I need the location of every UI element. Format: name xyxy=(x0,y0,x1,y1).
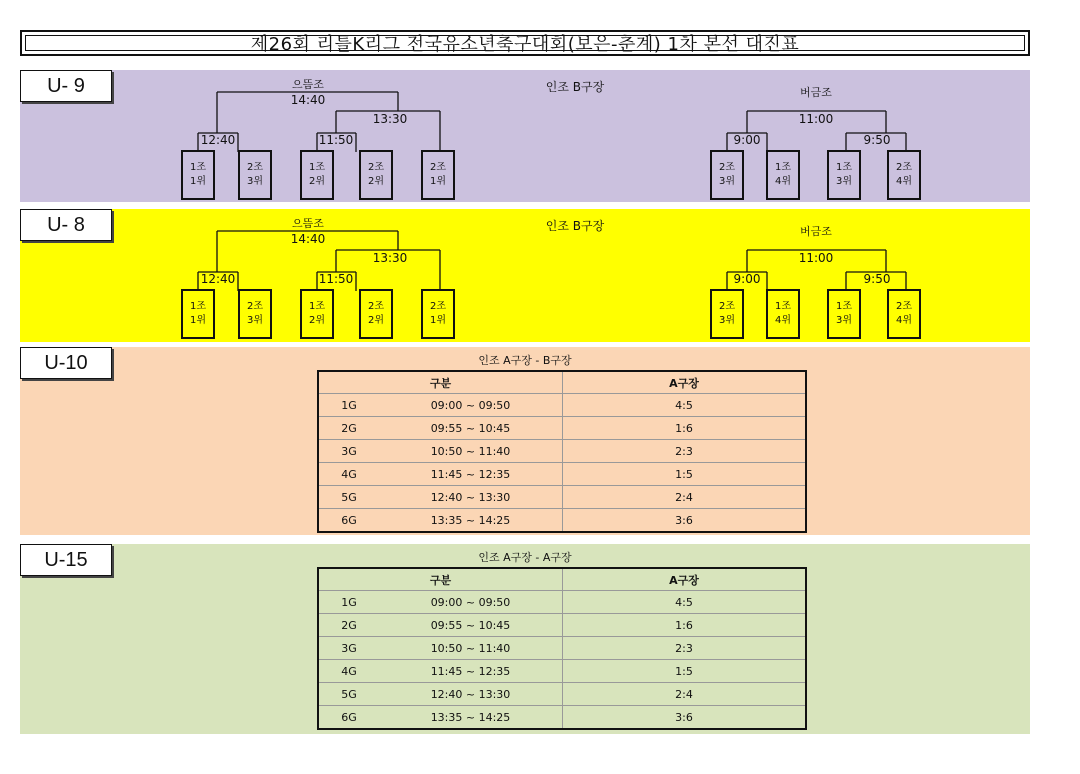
team-rank: 3위 xyxy=(246,176,264,187)
game-matchup: 2:4 xyxy=(562,683,805,705)
left-final-time: 14:40 xyxy=(290,93,326,107)
game-time: 11:45 ~ 12:35 xyxy=(430,467,511,481)
team-rank: 3위 xyxy=(246,315,264,326)
header-division: 구분 xyxy=(429,376,452,390)
team-group: 2조 xyxy=(367,162,385,173)
team-rank: 3위 xyxy=(718,176,736,187)
team-box xyxy=(238,150,272,200)
left-group-name: 으뜸조 xyxy=(292,217,324,230)
game-matchup: 3:6 xyxy=(562,706,805,728)
team-rank: 2위 xyxy=(308,315,326,326)
u10-section xyxy=(20,347,1030,535)
team-group: 1조 xyxy=(308,162,326,173)
game-time: 09:00 ~ 09:50 xyxy=(430,595,511,609)
game-number: 4G xyxy=(341,467,357,481)
team-rank: 2위 xyxy=(367,315,385,326)
team-box xyxy=(421,289,455,339)
team-box xyxy=(710,150,744,200)
game-matchup: 2:4 xyxy=(562,486,805,508)
team-box xyxy=(887,289,921,339)
team-rank: 1위 xyxy=(189,315,207,326)
game-number: 6G xyxy=(341,710,357,724)
team-box xyxy=(887,150,921,200)
game-number: 5G xyxy=(341,687,357,701)
right-group-name: 버금조 xyxy=(800,225,832,238)
team-group: 2조 xyxy=(367,301,385,312)
game-matchup: 3:6 xyxy=(562,509,805,531)
table-row xyxy=(319,463,805,486)
game-number: 5G xyxy=(341,490,357,504)
left-round1a-time: 12:40 xyxy=(200,133,236,147)
game-matchup: 1:5 xyxy=(562,660,805,682)
header-division: 구분 xyxy=(429,573,452,587)
left-final-time: 14:40 xyxy=(290,232,326,246)
u10-age-label: U-10 xyxy=(20,347,112,379)
team-box xyxy=(359,289,393,339)
game-time: 12:40 ~ 13:30 xyxy=(430,490,511,504)
u10-table-title: 인조 A구장 - B구장 xyxy=(478,354,572,367)
team-rank: 2위 xyxy=(367,176,385,187)
table-row xyxy=(319,637,805,660)
page-title xyxy=(20,30,1030,56)
team-group: 2조 xyxy=(246,162,264,173)
table-row xyxy=(319,440,805,463)
table-row xyxy=(319,486,805,509)
game-time: 09:55 ~ 10:45 xyxy=(430,421,511,435)
left-semi-time: 13:30 xyxy=(372,251,408,265)
game-time: 12:40 ~ 13:30 xyxy=(430,687,511,701)
game-matchup: 2:3 xyxy=(562,440,805,462)
team-rank: 4위 xyxy=(895,176,913,187)
team-box xyxy=(181,289,215,339)
game-number: 1G xyxy=(341,595,357,609)
left-round1b-time: 11:50 xyxy=(318,272,354,286)
team-box xyxy=(300,289,334,339)
right-round1b-time: 9:50 xyxy=(863,272,891,286)
table-row xyxy=(319,417,805,440)
game-time: 09:00 ~ 09:50 xyxy=(430,398,511,412)
u10-schedule-table xyxy=(317,370,807,533)
u9-age-label: U- 9 xyxy=(20,70,112,102)
game-matchup: 2:3 xyxy=(562,637,805,659)
table-header-row xyxy=(319,372,805,394)
u15-schedule-table xyxy=(317,567,807,730)
left-semi-time: 13:30 xyxy=(372,112,408,126)
game-number: 6G xyxy=(341,513,357,527)
u15-age-label: U-15 xyxy=(20,544,112,576)
table-row xyxy=(319,706,805,728)
venue-label: 인조 B구장 xyxy=(545,80,605,94)
game-matchup: 1:6 xyxy=(562,614,805,636)
team-group: 2조 xyxy=(429,162,447,173)
table-row xyxy=(319,591,805,614)
team-group: 2조 xyxy=(895,162,913,173)
table-row xyxy=(319,614,805,637)
game-number: 2G xyxy=(341,618,357,632)
game-matchup: 1:6 xyxy=(562,417,805,439)
team-group: 1조 xyxy=(189,162,207,173)
game-time: 11:45 ~ 12:35 xyxy=(430,664,511,678)
team-rank: 1위 xyxy=(429,315,447,326)
left-round1b-time: 11:50 xyxy=(318,133,354,147)
game-time: 13:35 ~ 14:25 xyxy=(430,513,511,527)
game-number: 2G xyxy=(341,421,357,435)
right-final-time: 11:00 xyxy=(798,251,834,265)
game-time: 10:50 ~ 11:40 xyxy=(430,444,511,458)
team-rank: 3위 xyxy=(835,176,853,187)
u15-table-title: 인조 A구장 - A구장 xyxy=(478,551,572,564)
team-group: 2조 xyxy=(718,162,736,173)
team-rank: 1위 xyxy=(429,176,447,187)
team-box xyxy=(238,289,272,339)
game-number: 3G xyxy=(341,641,357,655)
team-group: 1조 xyxy=(774,301,792,312)
left-group-name: 으뜸조 xyxy=(292,78,324,91)
team-box xyxy=(300,150,334,200)
team-box xyxy=(710,289,744,339)
team-group: 2조 xyxy=(895,301,913,312)
team-box xyxy=(827,150,861,200)
left-round1a-time: 12:40 xyxy=(200,272,236,286)
venue-label: 인조 B구장 xyxy=(545,219,605,233)
u9-section xyxy=(20,70,1030,202)
game-time: 13:35 ~ 14:25 xyxy=(430,710,511,724)
team-rank: 3위 xyxy=(718,315,736,326)
team-group: 1조 xyxy=(835,162,853,173)
team-group: 1조 xyxy=(308,301,326,312)
team-group: 1조 xyxy=(774,162,792,173)
game-number: 3G xyxy=(341,444,357,458)
table-row xyxy=(319,394,805,417)
table-row xyxy=(319,683,805,706)
right-group-name: 버금조 xyxy=(800,86,832,99)
team-box xyxy=(766,150,800,200)
game-number: 4G xyxy=(341,664,357,678)
team-box xyxy=(181,150,215,200)
game-number: 1G xyxy=(341,398,357,412)
team-group: 1조 xyxy=(835,301,853,312)
right-round1b-time: 9:50 xyxy=(863,133,891,147)
game-matchup: 4:5 xyxy=(562,394,805,416)
right-round1a-time: 9:00 xyxy=(733,133,761,147)
team-box xyxy=(359,150,393,200)
team-box xyxy=(421,150,455,200)
team-rank: 3위 xyxy=(835,315,853,326)
u15-section xyxy=(20,544,1030,734)
header-field: A구장 xyxy=(562,372,805,393)
right-final-time: 11:00 xyxy=(798,112,834,126)
game-time: 10:50 ~ 11:40 xyxy=(430,641,511,655)
game-matchup: 4:5 xyxy=(562,591,805,613)
table-row xyxy=(319,509,805,531)
team-group: 2조 xyxy=(429,301,447,312)
table-header-row xyxy=(319,569,805,591)
page-title-text: 제26회 리틀K리그 전국유소년축구대회(보은-춘계) 1차 본선 대진표 xyxy=(250,34,800,55)
u8-age-label: U- 8 xyxy=(20,209,112,241)
team-group: 2조 xyxy=(246,301,264,312)
team-rank: 4위 xyxy=(774,315,792,326)
team-box xyxy=(766,289,800,339)
table-row xyxy=(319,660,805,683)
game-time: 09:55 ~ 10:45 xyxy=(430,618,511,632)
right-round1a-time: 9:00 xyxy=(733,272,761,286)
u8-section xyxy=(20,209,1030,342)
team-box xyxy=(827,289,861,339)
team-group: 2조 xyxy=(718,301,736,312)
team-rank: 4위 xyxy=(774,176,792,187)
team-rank: 2위 xyxy=(308,176,326,187)
header-field: A구장 xyxy=(562,569,805,590)
team-group: 1조 xyxy=(189,301,207,312)
game-matchup: 1:5 xyxy=(562,463,805,485)
team-rank: 4위 xyxy=(895,315,913,326)
team-rank: 1위 xyxy=(189,176,207,187)
